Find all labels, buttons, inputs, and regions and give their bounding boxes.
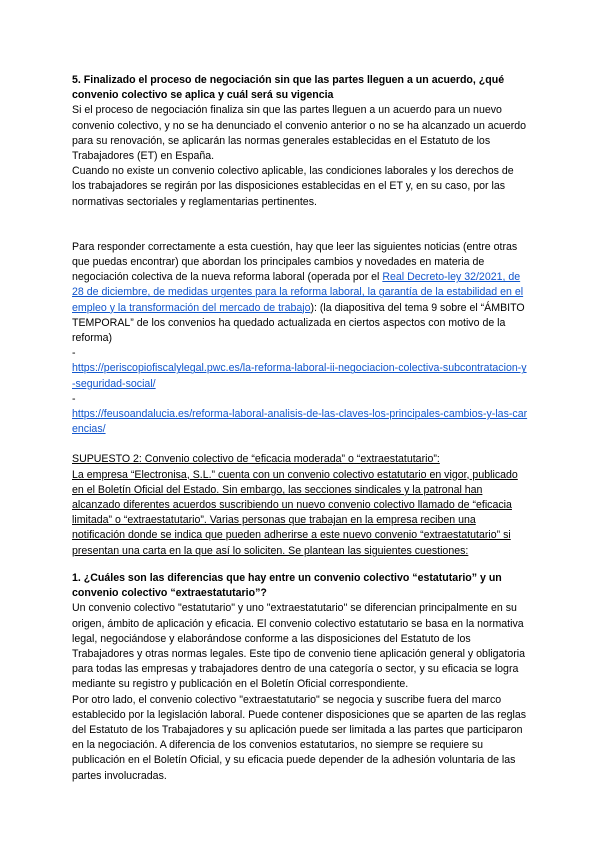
intro-text-before-link: Para responder correctamente a esta cuestión, hay que leer las siguientes noticias (entre otras que puedas encontrar) que abordan los principales cambios y novedades en materia de negociación colectiva de la nueva reforma laboral (operada por el xyxy=(72,240,518,284)
question-5-title: 5. Finalizado el proceso de negociación sin que las partes lleguen a un acuerdo, ¿qué convenio colectivo se aplica y cuál será su vigencia xyxy=(72,74,505,102)
question-1-answer-paragraph-2: Por otro lado, el convenio colectivo "extraestatutario" se negocia y suscribe fuera del marco establecido por la legislación laboral. Puede contener disposiciones que se aparten de las reglas del Estatuto de los Trabajadores y su aplicación puede ser limitada a las partes que participaron en la negociación. A diferencia de los convenios estatutarios, no siempre se requiere su publicación en el Boletín Oficial, y su eficacia puede depender de la adhesión voluntaria de las partes involucradas. xyxy=(72,693,527,782)
pwc-article-link[interactable]: https://periscopiofiscalylegal.pwc.es/la-reforma-laboral-ii-negociacion-colectiva-subcontratacion-y-seguridad-social/ xyxy=(72,362,527,390)
question-1-answer-paragraph-1: Un convenio colectivo "estatutario" y uno "extraestatutario" se diferencian principalmente en su origen, ámbito de aplicación y eficacia. El convenio colectivo estatutario se basa en la normativa legal, negociándose y elaborándose conforme a las disposiciones del Estatuto de los Trabajadores y otras normas legales. Este tipo de convenio tiene aplicación general y obligatoria para todas las empresas y trabajadores dentro de una categoría o sector, y su eficacia se logra mediante su registro y publicación en el Boletín Oficial correspondiente. xyxy=(72,602,526,691)
question-5-answer-paragraph-2: Cuando no existe un convenio colectivo aplicable, las condiciones laborales y los derechos de los trabajadores se regirán por las disposiciones establecidas en el ET y, en su caso, por las normativas sectoriales y reglamentarias pertinentes. xyxy=(72,165,514,208)
supuesto-heading: SUPUESTO 2: Convenio colectivo de “eficacia moderada” o “extraestatutario”: xyxy=(72,453,440,466)
list-dash-1: - xyxy=(72,347,76,360)
question-1-title: 1. ¿Cuáles son las diferencias que hay entre un convenio colectivo “estatutario” y un convenio colectivo “extraestatutario”? xyxy=(72,571,502,600)
real-decreto-link[interactable]: Real Decreto-ley 32/2021, de 28 de diciembre, de medidas urgentes para la reforma laboral, la garantía de la estabilidad en el empleo y la transformación del mercado de trabajo xyxy=(72,271,524,314)
question-5-answer-paragraph-1: Si el proceso de negociación finaliza sin que las partes lleguen a un acuerdo para un nuevo convenio colectivo, y no se ha denunciado el convenio anterior o no se ha alcanzado un acuerdo para su renovación, se aplicarán las normas generales establecidas en el Estatuto de los Trabajadores (ET) en España. xyxy=(72,104,527,163)
feuso-article-link[interactable]: https://feusoandalucia.es/reforma-laboral-analisis-de-las-claves-los-principales-cambios-y-las-carencias/ xyxy=(72,408,528,436)
document-page xyxy=(72,73,528,784)
list-dash-2: - xyxy=(72,392,76,405)
supuesto-body: La empresa “Electronisa, S.L.” cuenta con un convenio colectivo estatutario en vigor, publicado en el Boletín Oficial del Estado. Sin embargo, las secciones sindicales y la patronal han alcanzado diferentes acuerdos suscribiendo un nuevo convenio colectivo llamado de “eficacia limitada” o “extraestatutario”. Varias personas que trabajan en la empresa reciben una notificación donde se indica que pueden adherirse a este nuevo convenio “extraestatutario” si presentan una carta en la que así lo soliciten. Se plantean las siguientes cuestiones: xyxy=(72,468,518,557)
intro-paragraph xyxy=(72,240,528,346)
intro-text-after-link: ): (la diapositiva del tema 9 sobre el “ÁMBITO TEMPORAL” de los convenios ha quedado actualizada en ciertos aspectos con motivo de la reforma) xyxy=(72,301,525,345)
